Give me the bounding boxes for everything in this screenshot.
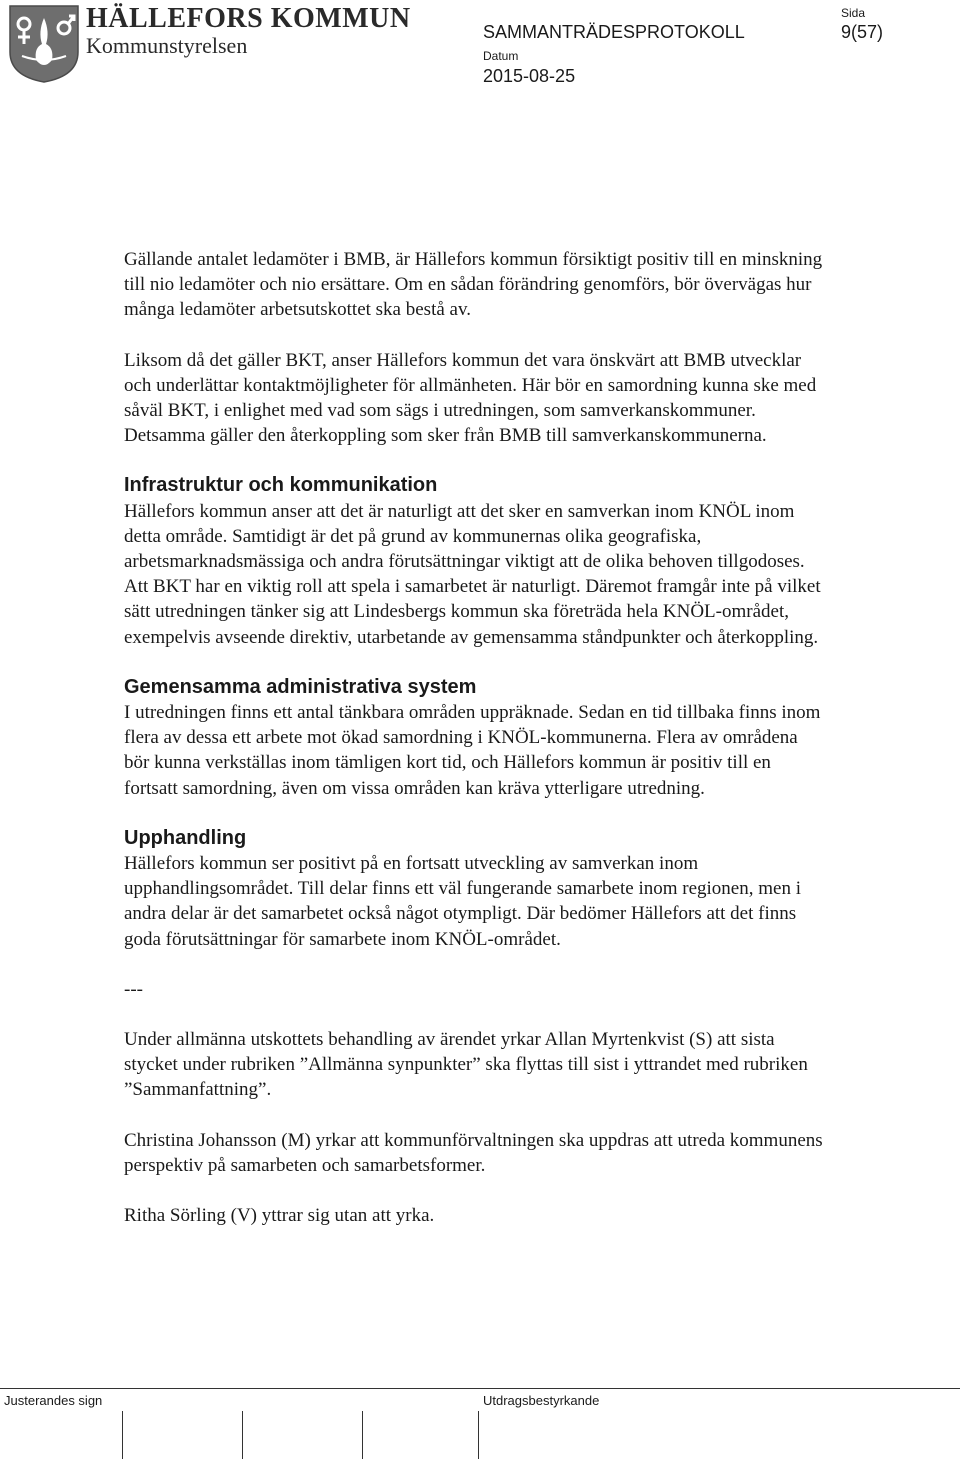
date-value: 2015-08-25 bbox=[483, 66, 576, 86]
signature-footer bbox=[0, 1388, 960, 1467]
paragraph: Under allmänna utskottets behandling av ärendet yrkar Allan Myrtenkvist (S) att sista stycket under rubriken ”Allmänna synpunkter” ska flyttas till sist i yttrandet med rubriken ”Sammanfattning”. bbox=[124, 1029, 808, 1101]
paragraph: Gällande antalet ledamöter i BMB, är Hällefors kommun försiktigt positiv till en minskning till nio ledamöter och nio ersättare. Om en sådan förändring genomförs, bör övervägas hur många ledamöter arbetsutskottet ska bestå av. bbox=[124, 249, 823, 321]
coat-of-arms-icon bbox=[8, 4, 80, 84]
extract-label: Utdragsbestyrkande bbox=[483, 1393, 600, 1408]
paragraph: Hällefors kommun ser positivt på en fortsatt utveckling av samverkan inom upphandlingsområdet. Till delar finns ett väl fungerande samarbete inom regionen, men i andra delar är det samarbetet också något otympligt. Där bedömer Hällefors att det finns goda förutsättningar för samarbete inom KNÖL-området. bbox=[124, 853, 801, 950]
paragraph: Hällefors kommun anser att det är naturligt att det sker en samverkan inom KNÖL inom detta område. Samtidigt är det på grund av kommunernas olika geografiska, arbetsmarknadsmässiga och andra förutsättningar viktigt att de olika behoven tillgodoses. Att BKT har en viktig roll att spela i samarbetet är naturligt. Däremot framgår inte på vilket sätt utredningen tänker sig att Lindesbergs kommun ska företräda hela KNÖL-området, exempelvis avseende direktiv, utarbetande av gemensamma ståndpunkter och återkoppling. bbox=[124, 500, 821, 648]
section-heading: Gemensamma administrativa system bbox=[124, 675, 477, 698]
paragraph: I utredningen finns ett antal tänkbara områden uppräknade. Sedan en tid tillbaka finns inom flera av dessa ett arbete mot ökad samordning i KNÖL-kommunerna. Flera av områdena bör kunna verkställas inom tämligen kort tid, och Hällefors kommun är positiv till en fortsatt samordning, även om vissa områden kan kräva ytterligare utredning. bbox=[124, 702, 821, 799]
separator: --- bbox=[124, 978, 143, 1000]
paragraph: Christina Johansson (M) yrkar att kommunförvaltningen ska uppdras att utreda kommunens perspektiv på samarbeten och samarbetsformer. bbox=[124, 1129, 823, 1176]
org-unit: Kommunstyrelsen bbox=[86, 33, 248, 58]
signature-divider bbox=[362, 1411, 363, 1459]
paragraph: Ritha Sörling (V) yttrar sig utan att yrka. bbox=[124, 1205, 435, 1227]
signature-divider bbox=[478, 1411, 479, 1459]
page-label: Sida bbox=[841, 6, 866, 20]
org-name: HÄLLEFORS KOMMUN bbox=[86, 3, 411, 34]
sign-label: Justerandes sign bbox=[4, 1393, 103, 1408]
section-heading: Upphandling bbox=[124, 826, 247, 849]
document-type: SAMMANTRÄDESPROTOKOLL bbox=[483, 22, 745, 42]
date-label: Datum bbox=[483, 49, 519, 63]
paragraph: Liksom då det gäller BKT, anser Hällefors kommun det vara önskvärt att BMB utvecklar och underlättar kontaktmöjligheter för allmänheten. Här bör en samordning kunna ske med såväl BKT, i enlighet med vad som sägs i utredningen, som samverkanskommuner. Detsamma gäller den återkoppling som sker från BMB till samverkanskommunerna. bbox=[124, 349, 817, 447]
signature-divider bbox=[122, 1411, 123, 1459]
section-heading: Infrastruktur och kommunikation bbox=[124, 474, 438, 497]
page-number: 9(57) bbox=[841, 22, 884, 42]
document-body bbox=[124, 247, 824, 1228]
signature-divider bbox=[242, 1411, 243, 1459]
